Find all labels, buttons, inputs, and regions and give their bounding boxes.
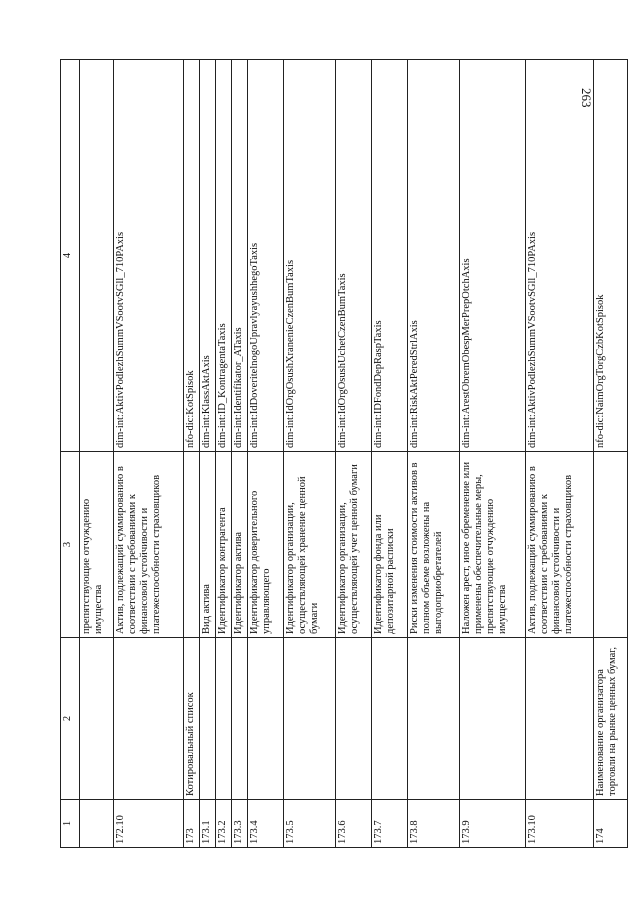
row-number-cell: 173.1 xyxy=(200,800,216,848)
row-description-cell: Идентификатор организации, осуществляющей хранение ценной бумаги xyxy=(284,452,336,638)
row-code-cell: dim-int:ArestObremObespMerPrepOtchAxis xyxy=(460,60,526,452)
row-number-cell: 174 xyxy=(594,800,628,848)
row-code-cell: dim-int:Identifikator_ATaxis xyxy=(232,60,248,452)
table-row xyxy=(200,60,216,848)
row-name-cell xyxy=(336,638,372,800)
table-header-row xyxy=(61,60,80,848)
row-number-cell: 173.6 xyxy=(336,800,372,848)
row-description-cell xyxy=(184,452,200,638)
row-name-cell: Наименование организатора торговли на рынке ценных бумаг, xyxy=(594,638,628,800)
table-row xyxy=(372,60,408,848)
row-number-cell: 173 xyxy=(184,800,200,848)
row-name-cell xyxy=(80,638,114,800)
row-code-cell: dim-int:IdOrgOsushXranenieCzenBumTaxis xyxy=(284,60,336,452)
row-description-cell: Вид актива xyxy=(200,452,216,638)
row-number-cell: 173.3 xyxy=(232,800,248,848)
row-code-cell: dim-int:ID_KontragentaTaxis xyxy=(216,60,232,452)
header-cell-4: 4 xyxy=(61,60,80,452)
row-number-cell: 172.10 xyxy=(114,800,184,848)
row-name-cell xyxy=(460,638,526,800)
row-name-cell xyxy=(372,638,408,800)
row-description-cell: Идентификатор контрагента xyxy=(216,452,232,638)
row-number-cell: 173.7 xyxy=(372,800,408,848)
row-description-cell: Идентификатор фонда или депозитарной расписки xyxy=(372,452,408,638)
row-code-cell xyxy=(80,60,114,452)
table-row xyxy=(216,60,232,848)
row-name-cell xyxy=(408,638,460,800)
row-description-cell: Риски изменения стоимости активов в полном объеме возложены на выгодоприобретателей xyxy=(408,452,460,638)
row-description-cell: Актив, подлежащий суммированию в соответствии с требованиями к финансовой устойчивости и платежеспособности страховщиков xyxy=(114,452,184,638)
row-name-cell xyxy=(526,638,594,800)
table-row xyxy=(284,60,336,848)
row-code-cell: dim-int:AktivPodlezhSummVSootvSGll_710PAxis xyxy=(114,60,184,452)
row-description-cell xyxy=(594,452,628,638)
row-name-cell xyxy=(114,638,184,800)
row-description-cell: Актив, подлежащий суммированию в соответствии с требованиями к финансовой устойчивости и платежеспособности страховщиков xyxy=(526,452,594,638)
table-row xyxy=(336,60,372,848)
row-code-cell: dim-int:IdOrgOsushUchetCzenBumTaxis xyxy=(336,60,372,452)
table-row xyxy=(408,60,460,848)
row-number-cell: 173.4 xyxy=(248,800,284,848)
header-cell-1: 1 xyxy=(61,800,80,848)
row-name-cell: Котировальный список xyxy=(184,638,200,800)
table-row xyxy=(460,60,526,848)
row-code-cell: nfo-dic:NaimOrgTorgCzbKotSpisok xyxy=(594,60,628,452)
row-description-cell: Идентификатор организации, осуществляющей учет ценной бумаги xyxy=(336,452,372,638)
row-code-cell: dim-int:AktivPodlezhSummVSootvSGll_710PAxis xyxy=(526,60,594,452)
header-cell-2: 2 xyxy=(61,638,80,800)
row-name-cell xyxy=(216,638,232,800)
table-row xyxy=(248,60,284,848)
row-number-cell xyxy=(80,800,114,848)
row-name-cell xyxy=(200,638,216,800)
page-number: 263 xyxy=(579,88,594,108)
row-code-cell: dim-int:IdDoveritelnogoUpravlyayushhegoTaxis xyxy=(248,60,284,452)
document-table xyxy=(60,59,628,848)
row-code-cell: nfo-dic:KotSpisok xyxy=(184,60,200,452)
header-cell-3: 3 xyxy=(61,452,80,638)
row-name-cell xyxy=(284,638,336,800)
row-code-cell: dim-int:RiskAktPeredStrlAxis xyxy=(408,60,460,452)
table-row xyxy=(594,60,628,848)
row-code-cell: dim-int:KlassAktAxis xyxy=(200,60,216,452)
row-number-cell: 173.2 xyxy=(216,800,232,848)
row-number-cell: 173.9 xyxy=(460,800,526,848)
row-code-cell: dim-int:IDFondDepRaspTaxis xyxy=(372,60,408,452)
row-name-cell xyxy=(248,638,284,800)
table-row xyxy=(80,60,114,848)
row-description-cell: Наложен арест, иное обременение или применены обеспечительные меры, препятствующие отчуждению имущества xyxy=(460,452,526,638)
table-row xyxy=(184,60,200,848)
row-description-cell: препятствующие отчуждению имущества xyxy=(80,452,114,638)
row-number-cell: 173.8 xyxy=(408,800,460,848)
row-name-cell xyxy=(232,638,248,800)
table-row xyxy=(526,60,594,848)
table-row xyxy=(232,60,248,848)
row-description-cell: Идентификатор доверительного управляющего xyxy=(248,452,284,638)
row-number-cell: 173.5 xyxy=(284,800,336,848)
row-description-cell: Идентификатор актива xyxy=(232,452,248,638)
row-number-cell: 173.10 xyxy=(526,800,594,848)
table-row xyxy=(114,60,184,848)
